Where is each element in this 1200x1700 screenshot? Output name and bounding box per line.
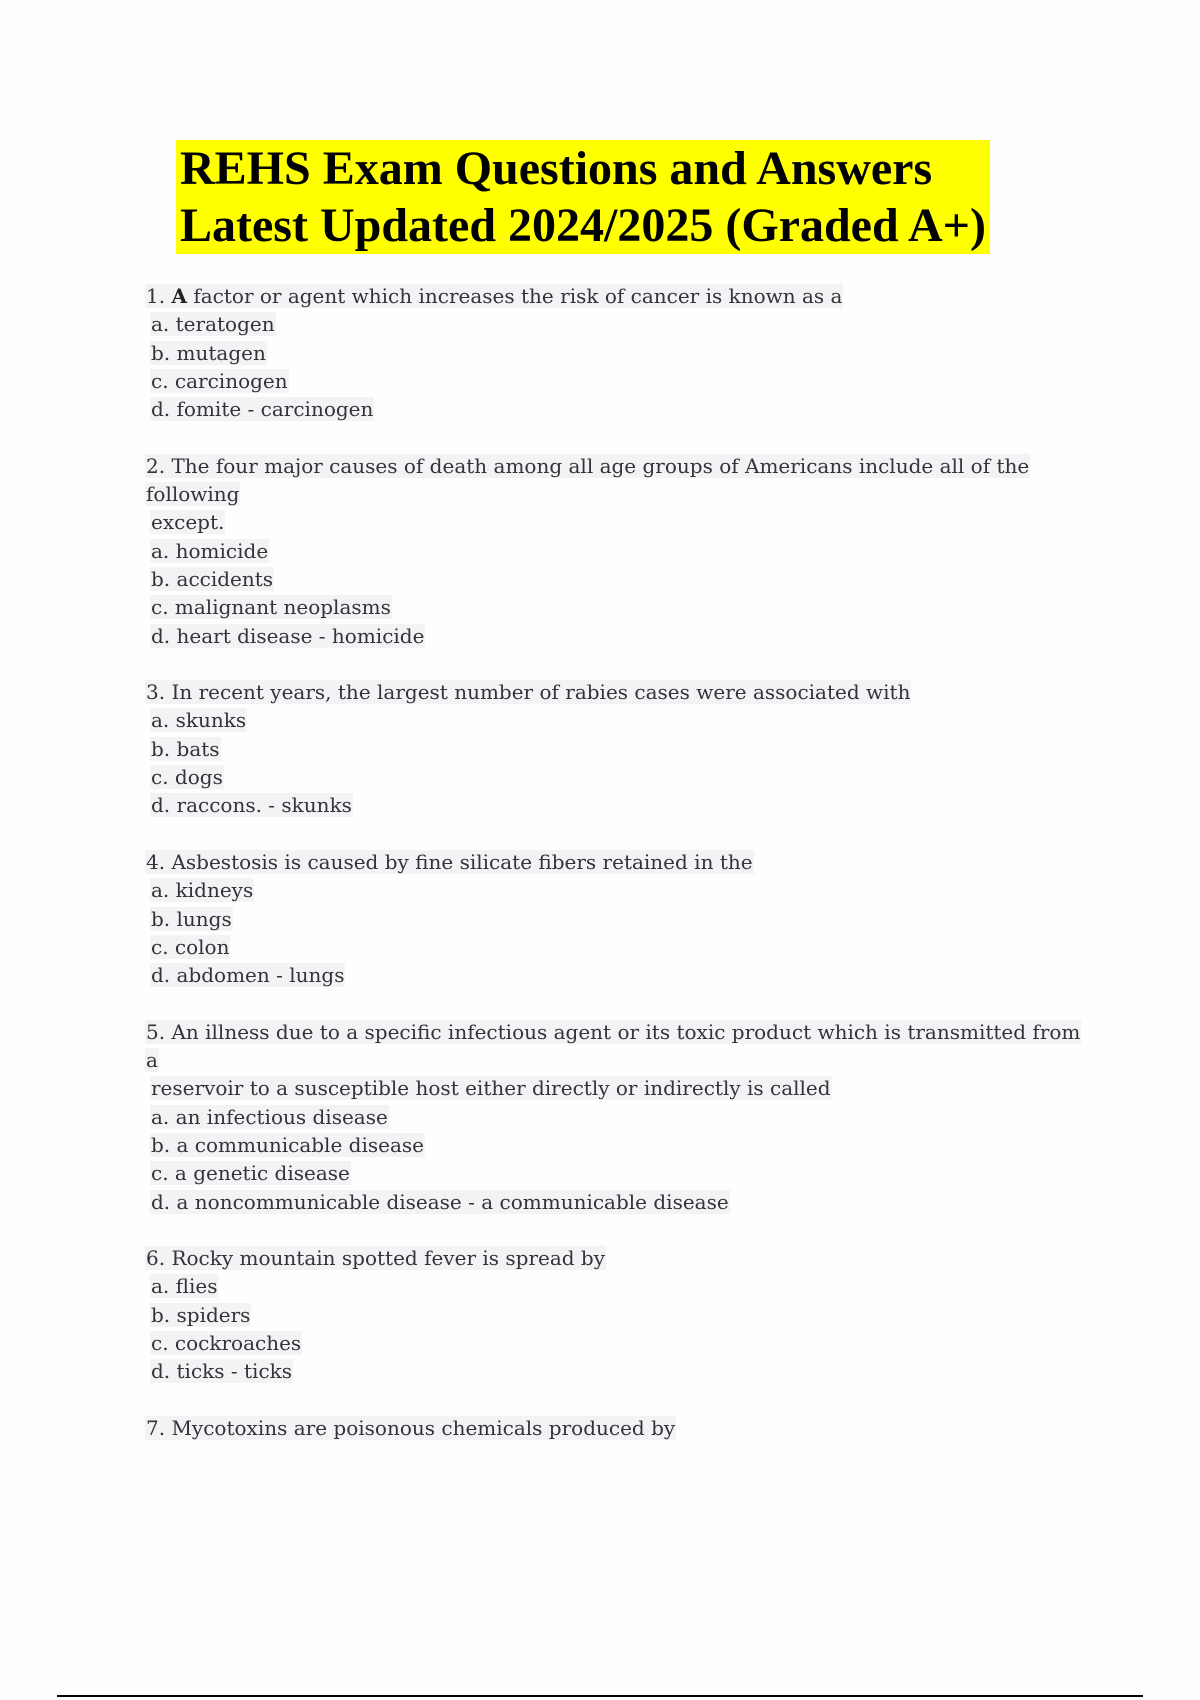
question-stem — [145, 1244, 1105, 1272]
option: a. kidneys — [151, 878, 254, 903]
document-title — [176, 140, 990, 254]
question-2 — [145, 452, 1105, 650]
question-stem — [145, 678, 1105, 706]
question-text: Asbestosis is caused by fine silicate fibers retained in the — [171, 849, 753, 874]
option: c. carcinogen — [151, 368, 288, 393]
question-stem — [145, 282, 1105, 310]
question-stem-continuation: a — [146, 1048, 158, 1073]
question-stem-continuation: following — [146, 482, 240, 507]
question-text: The four major causes of death among all age groups of Americans include all of the — [171, 453, 1030, 478]
question-number: 7. — [146, 1415, 166, 1440]
question-text: In recent years, the largest number of rabies cases were associated with — [171, 680, 911, 705]
option: a. homicide — [151, 538, 269, 563]
question-stem — [145, 1018, 1105, 1046]
question-1 — [145, 282, 1105, 423]
title-line-2: Latest Updated 2024/2025 (Graded A+) — [180, 199, 987, 252]
question-number: 1. — [146, 284, 166, 308]
question-number: 3. — [146, 680, 166, 705]
question-3 — [145, 678, 1105, 819]
option: c. cockroaches — [151, 1330, 302, 1355]
question-stem — [145, 1414, 1105, 1442]
page-bottom-rule — [57, 1695, 1143, 1697]
question-number: 5. — [146, 1019, 166, 1044]
option-with-answer: d. heart disease - homicide — [151, 623, 425, 648]
option: c. malignant neoplasms — [151, 595, 391, 620]
question-stem-continuation: reservoir to a susceptible host either directly or indirectly is called — [151, 1076, 831, 1101]
question-list — [145, 282, 1105, 1470]
question-6 — [145, 1244, 1105, 1385]
question-stem-continuation: except. — [151, 510, 225, 535]
title-line-1: REHS Exam Questions and Answers — [180, 142, 933, 195]
option: b. lungs — [151, 906, 232, 931]
option: c. colon — [151, 934, 230, 959]
question-lead-word: A — [171, 284, 187, 308]
option: a. an infectious disease — [151, 1104, 388, 1129]
option: b. a communicable disease — [151, 1132, 424, 1157]
question-text: Mycotoxins are poisonous chemicals produced by — [171, 1415, 676, 1440]
option: b. bats — [151, 736, 220, 761]
option: c. dogs — [151, 765, 223, 790]
option-with-answer: d. ticks - ticks — [151, 1359, 293, 1384]
question-stem — [145, 848, 1105, 876]
question-7 — [145, 1414, 1105, 1442]
option: b. mutagen — [151, 340, 266, 365]
question-stem — [145, 452, 1105, 480]
question-text: Rocky mountain spotted fever is spread by — [171, 1246, 606, 1271]
question-number: 6. — [146, 1246, 166, 1271]
question-number: 4. — [146, 849, 166, 874]
option-with-answer: d. abdomen - lungs — [151, 963, 345, 988]
question-number: 2. — [146, 453, 166, 478]
option: a. flies — [151, 1274, 218, 1299]
question-text: An illness due to a specific infectious agent or its toxic product which is transmitted from — [171, 1019, 1081, 1044]
option: a. teratogen — [151, 312, 275, 337]
option-with-answer: d. fomite - carcinogen — [151, 397, 374, 422]
option: b. spiders — [151, 1302, 251, 1327]
option: a. skunks — [151, 708, 247, 733]
option: b. accidents — [151, 566, 274, 591]
question-5 — [145, 1018, 1105, 1216]
question-text: factor or agent which increases the risk of cancer is known as a — [186, 284, 843, 308]
option-with-answer: d. raccons. - skunks — [151, 793, 352, 818]
question-4 — [145, 848, 1105, 989]
option: c. a genetic disease — [151, 1161, 350, 1186]
option-with-answer: d. a noncommunicable disease - a communicable disease — [151, 1189, 729, 1214]
